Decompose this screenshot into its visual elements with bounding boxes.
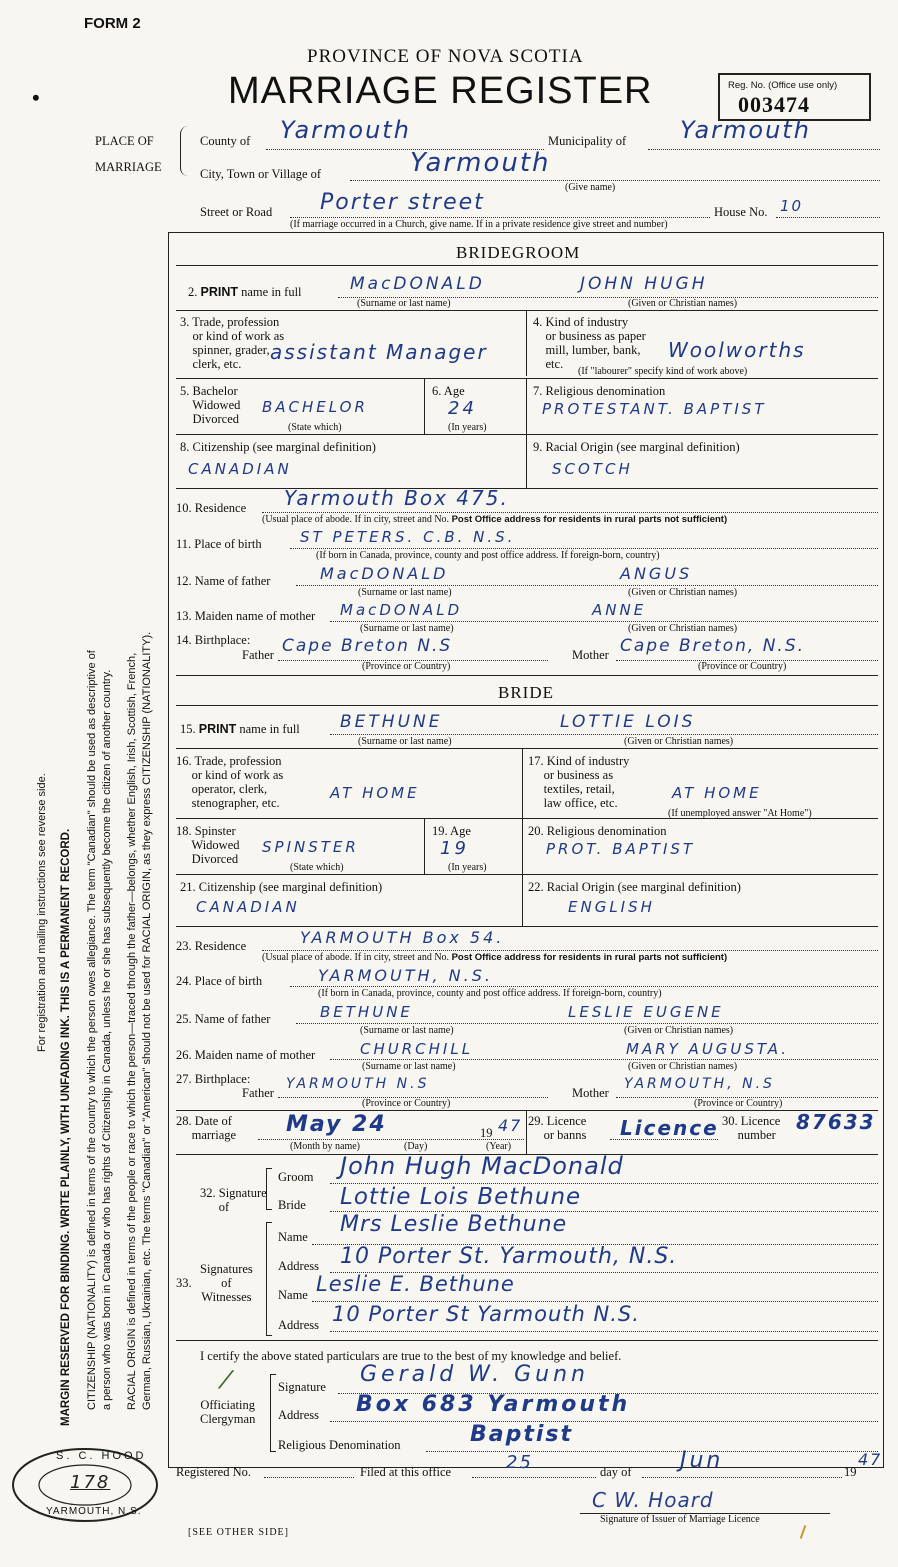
margin-instructions: For registration and mailing instructions see reverse side.	[36, 773, 48, 1052]
bride-given: LOTTIE LOIS	[560, 712, 696, 732]
bride-name-num: 15.	[180, 722, 196, 736]
city-caption: (Give name)	[565, 182, 616, 193]
bride-father-cap-surname: (Surname or last name)	[360, 1025, 454, 1036]
date-year-prefix: 19	[480, 1126, 493, 1140]
margin-citizenship-def-2: a person who was born in Canada or who has rights of Citizenship in Canada, unless he or she has subsequently become the citizen of another country.	[101, 669, 113, 1410]
groom-print-label: PRINT	[200, 285, 238, 299]
groom-mother-surname: MacDONALD	[340, 601, 463, 619]
bride-racial-label: 22. Racial Origin (see marginal definition)	[528, 880, 741, 894]
clergy-address-label: Address	[278, 1408, 319, 1422]
groom-citizenship-value: CANADIAN	[188, 460, 292, 478]
groom-given: JOHN HUGH	[580, 274, 708, 294]
groom-name-label: name in full	[241, 285, 302, 299]
margin-racial-def-2: German, Russian, Ukrainian, etc. The terms "Canadian" or "American" should not be used for RACIAL ORIGIN, as they express CITIZENSHIP (NATIONALITY).	[141, 631, 153, 1410]
groom-signature: John Hugh MacDonald	[340, 1152, 624, 1180]
bride-citizenship-label: 21. Citizenship (see marginal definition)	[180, 880, 383, 894]
signature-label: 32. Signature of	[200, 1186, 267, 1214]
groom-cap-surname: (Surname or last name)	[357, 298, 451, 309]
date-cap-month: (Month by name)	[290, 1141, 360, 1152]
bride-mother-bp-label: Mother	[572, 1086, 609, 1100]
street-caption: (If marriage occurred in a Church, give name. If in a private residence give street and number)	[290, 219, 668, 230]
licence-value: Licence	[620, 1116, 719, 1140]
w2-address-label: Address	[278, 1318, 319, 1332]
page-title: MARRIAGE REGISTER	[228, 70, 653, 112]
groom-father-given: ANGUS	[620, 564, 693, 583]
groom-father-label: 12. Name of father	[176, 574, 271, 588]
clergy-signature: Gerald W. Gunn	[360, 1362, 590, 1387]
groom-racial-label: 9. Racial Origin (see marginal definition)	[533, 440, 740, 454]
groom-citizenship-label: 8. Citizenship (see marginal definition)	[180, 440, 376, 454]
groom-birth-caption: (If born in Canada, province, county and post office address. If foreign-born, country)	[316, 550, 660, 561]
groom-status-value: BACHELOR	[262, 398, 368, 416]
place-label-2: MARRIAGE	[95, 160, 162, 174]
w1-address: 10 Porter St. Yarmouth, N.S.	[340, 1244, 678, 1269]
bride-mother-label: 26. Maiden name of mother	[176, 1048, 316, 1062]
groom-status-label: 5. Bachelor Widowed Divorced	[180, 384, 241, 426]
signature-bracket	[266, 1168, 272, 1210]
groom-trade-value: assistant Manager	[270, 340, 488, 364]
bride-status-value: SPINSTER	[262, 838, 359, 856]
bride-residence-caption: (Usual place of abode. If in city, street and No.	[262, 952, 450, 963]
bride-industry-value: AT HOME	[672, 784, 762, 802]
bride-status-label: 18. Spinster Widowed Divorced	[176, 824, 240, 866]
date-year-suffix: 47	[498, 1116, 523, 1135]
licence-no-label: 30. Licence number	[722, 1114, 781, 1142]
bride-age-label: 19. Age	[432, 824, 471, 838]
w2-name-label: Name	[278, 1288, 308, 1302]
w1-address-label: Address	[278, 1259, 319, 1273]
witness-label: Signatures of Witnesses	[200, 1262, 253, 1304]
bride-father-cap-given: (Given or Christian names)	[624, 1025, 734, 1036]
filed-year-prefix: 19	[844, 1465, 857, 1479]
groom-industry-caption: (If "labourer" specify kind of work above)	[578, 366, 748, 377]
groom-mother-bp-label: Mother	[572, 648, 609, 662]
house-value: 10	[780, 197, 804, 215]
bride-racial-value: ENGLISH	[568, 898, 655, 916]
groom-name-num: 2.	[188, 285, 198, 299]
groom-age-label: 6. Age	[432, 384, 465, 398]
bride-name-label: name in full	[239, 722, 300, 736]
groom-religion-label: 7. Religious denomination	[533, 384, 666, 398]
bride-cap-surname: (Surname or last name)	[358, 736, 452, 747]
bride-father-surname: BETHUNE	[320, 1003, 413, 1021]
groom-residence-caption-bold: Post Office address for residents in rural parts not sufficient)	[451, 514, 728, 525]
bride-birthplace-label: 27. Birthplace:	[176, 1072, 251, 1086]
groom-racial-value: SCOTCH	[552, 460, 633, 478]
bride-father-bp-caption: (Province or Country)	[362, 1098, 451, 1109]
groom-mother-label: 13. Maiden name of mother	[176, 609, 316, 623]
clergy-signature-label: Signature	[278, 1380, 326, 1394]
issuer-caption: Signature of Issuer of Marriage Licence	[600, 1514, 760, 1525]
bride-father-bp-value: YARMOUTH N.S	[286, 1076, 430, 1092]
groom-father-bp-label: Father	[242, 648, 274, 662]
groom-father-surname: MacDONALD	[320, 564, 449, 583]
groom-residence-value: Yarmouth Box 475.	[284, 486, 509, 510]
bridegroom-heading: BRIDEGROOM	[456, 243, 581, 262]
bride-mother-cap-given: (Given or Christian names)	[628, 1061, 738, 1072]
groom-father-cap-surname: (Surname or last name)	[358, 587, 452, 598]
bride-state-caption: (State which)	[290, 862, 344, 873]
groom-industry-value: Woolworths	[668, 338, 806, 362]
bride-industry-caption: (If unemployed answer "At Home")	[668, 808, 812, 819]
clergy-bracket	[270, 1374, 276, 1452]
licence-label: 29. Licence or banns	[528, 1114, 587, 1142]
bride-religion-value: PROT. BAPTIST	[546, 840, 696, 858]
clerk-stamp	[10, 1446, 160, 1524]
city-label: City, Town or Village of	[200, 167, 322, 181]
groom-sig-label: Groom	[278, 1170, 314, 1184]
bride-mother-bp-caption: (Province or Country)	[694, 1098, 783, 1109]
county-label: County of	[200, 134, 251, 148]
licence-no-value: 87633	[796, 1110, 876, 1134]
groom-mother-given: ANNE	[592, 601, 647, 619]
w1-name: Mrs Leslie Bethune	[340, 1212, 568, 1237]
bride-print-label: PRINT	[198, 722, 237, 736]
bride-father-label: 25. Name of father	[176, 1012, 271, 1026]
witness-num: 33.	[176, 1276, 192, 1290]
see-other-side: [SEE OTHER SIDE]	[188, 1527, 289, 1538]
stamp-top-text: S. C. HOOD	[56, 1450, 147, 1462]
witness-bracket	[266, 1222, 272, 1336]
house-label: House No.	[714, 205, 768, 219]
bride-mother-bp-value: YARMOUTH, N.S	[624, 1076, 775, 1092]
w2-name: Leslie E. Bethune	[316, 1272, 515, 1296]
filed-month: Jun	[680, 1448, 724, 1473]
bride-birth-value: YARMOUTH, N.S.	[318, 966, 493, 985]
municipality-label: Municipality of	[548, 134, 627, 148]
street-label: Street or Road	[200, 205, 273, 219]
bride-birth-label: 24. Place of birth	[176, 974, 263, 988]
groom-trade-label: 3. Trade, profession or kind of work as spinner, grader, clerk, etc.	[180, 315, 285, 371]
bride-birth-caption: (If born in Canada, province, county and post office address. If foreign-born, country)	[318, 988, 662, 999]
bride-industry-label: 17. Kind of industry or business as textiles, retail, law office, etc.	[528, 754, 630, 810]
clergy-denom: Baptist	[470, 1422, 574, 1447]
bride-sig-label: Bride	[278, 1198, 306, 1212]
margin-binding-notice: MARGIN RESERVED FOR BINDING. WRITE PLAINLY, WITH UNFADING INK. THIS IS A PERMANENT RECORD.	[60, 828, 72, 1426]
street-value: Porter street	[320, 190, 485, 215]
reg-no-box	[718, 73, 871, 121]
bride-residence-label: 23. Residence	[176, 939, 247, 953]
bride-age-caption: (In years)	[448, 862, 487, 873]
registered-label: Registered No.	[176, 1465, 251, 1479]
date-cap-day: (Day)	[404, 1141, 428, 1152]
bride-mother-cap-surname: (Surname or last name)	[362, 1061, 456, 1072]
groom-cap-given: (Given or Christian names)	[628, 298, 738, 309]
groom-religion-value: PROTESTANT. BAPTIST	[542, 400, 767, 418]
reg-no-label: Reg. No. (Office use only)	[728, 80, 838, 91]
date-month-day: May 24	[286, 1112, 387, 1137]
margin-racial-def-1: RACIAL ORIGIN is defined in terms of the people or race to which the person—traced through the father—belongs, whether English, Irish, Scottish, French,	[126, 652, 138, 1410]
groom-age-caption: (In years)	[448, 422, 487, 433]
bride-age-value: 19	[440, 838, 469, 859]
place-brace	[180, 126, 188, 176]
margin-citizenship-def-1: CITIZENSHIP (NATIONALITY) is defined in terms of the country to which the person owes allegiance. The term "Canadian" should be used as descriptive of	[86, 650, 98, 1410]
clergy-check-mark: ⁄	[224, 1366, 231, 1394]
bride-religion-label: 20. Religious denomination	[528, 824, 667, 838]
bride-trade-label: 16. Trade, profession or kind of work as operator, clerk, stenographer, etc.	[176, 754, 284, 810]
county-value: Yarmouth	[280, 116, 411, 144]
w1-name-label: Name	[278, 1230, 308, 1244]
filed-label: Filed at this office	[360, 1465, 452, 1479]
bride-father-bp-label: Father	[242, 1086, 274, 1100]
reg-no-value: 003474	[738, 92, 810, 117]
groom-mother-bp-caption: (Province or Country)	[698, 661, 787, 672]
stamp-number: 178	[70, 1472, 111, 1493]
groom-age-value: 24	[448, 398, 477, 419]
date-label: 28. Date of marriage	[176, 1114, 237, 1142]
clergy-denom-label: Religious Denomination	[278, 1438, 401, 1452]
groom-industry-label: 4. Kind of industry or business as paper mill, lumber, bank, etc.	[533, 315, 646, 371]
clergy-label: Officiating Clergyman	[200, 1398, 256, 1426]
day-of-label: day of	[600, 1465, 632, 1479]
bride-mother-given: MARY AUGUSTA.	[626, 1040, 790, 1058]
ink-mark	[800, 1525, 807, 1539]
bride-mother-surname: CHURCHILL	[360, 1040, 474, 1058]
bride-residence-caption-bold: Post Office address for residents in rural parts not sufficient)	[451, 952, 728, 963]
groom-state-caption: (State which)	[288, 422, 342, 433]
date-cap-year: (Year)	[486, 1141, 512, 1152]
filed-day: 25	[506, 1452, 533, 1473]
bride-father-given: LESLIE EUGENE	[568, 1003, 724, 1021]
stamp-bottom-text: YARMOUTH, N.S.	[46, 1506, 142, 1517]
corner-mark: •	[32, 85, 40, 110]
place-label-1: PLACE OF	[95, 134, 154, 148]
groom-mother-cap-given: (Given or Christian names)	[628, 623, 738, 634]
bride-trade-value: AT HOME	[330, 784, 420, 802]
groom-father-bp-caption: (Province or Country)	[362, 661, 451, 672]
groom-mother-bp-value: Cape Breton, N.S.	[620, 636, 806, 656]
issuer-signature: C W. Hoard	[592, 1488, 714, 1512]
w2-address: 10 Porter St Yarmouth N.S.	[332, 1302, 640, 1326]
bride-signature: Lottie Lois Bethune	[340, 1184, 582, 1210]
bride-residence-value: YARMOUTH Box 54.	[300, 928, 505, 947]
bride-heading: BRIDE	[498, 683, 554, 702]
groom-birthplace-label: 14. Birthplace:	[176, 633, 251, 647]
groom-residence-label: 10. Residence	[176, 501, 247, 515]
city-value: Yarmouth	[410, 148, 551, 178]
groom-surname: MacDONALD	[350, 274, 485, 294]
bride-cap-given: (Given or Christian names)	[624, 736, 734, 747]
groom-father-cap-given: (Given or Christian names)	[628, 587, 738, 598]
groom-birth-value: ST PETERS. C.B. N.S.	[300, 528, 516, 546]
bride-surname: BETHUNE	[340, 712, 443, 732]
filed-year-suffix: 47	[858, 1450, 883, 1469]
groom-birth-label: 11. Place of birth	[176, 537, 262, 551]
groom-residence-caption: (Usual place of abode. If in city, street and No.	[262, 514, 450, 525]
form-id: FORM 2	[84, 15, 141, 32]
municipality-value: Yarmouth	[680, 116, 811, 144]
groom-father-bp-value: Cape Breton N.S	[282, 636, 453, 656]
bride-citizenship-value: CANADIAN	[196, 898, 300, 916]
clergy-address: Box 683 Yarmouth	[356, 1392, 631, 1417]
province-heading: PROVINCE OF NOVA SCOTIA	[307, 46, 584, 67]
groom-mother-cap-surname: (Surname or last name)	[360, 623, 454, 634]
certify-statement: I certify the above stated particulars are true to the best of my knowledge and belief.	[200, 1349, 622, 1363]
